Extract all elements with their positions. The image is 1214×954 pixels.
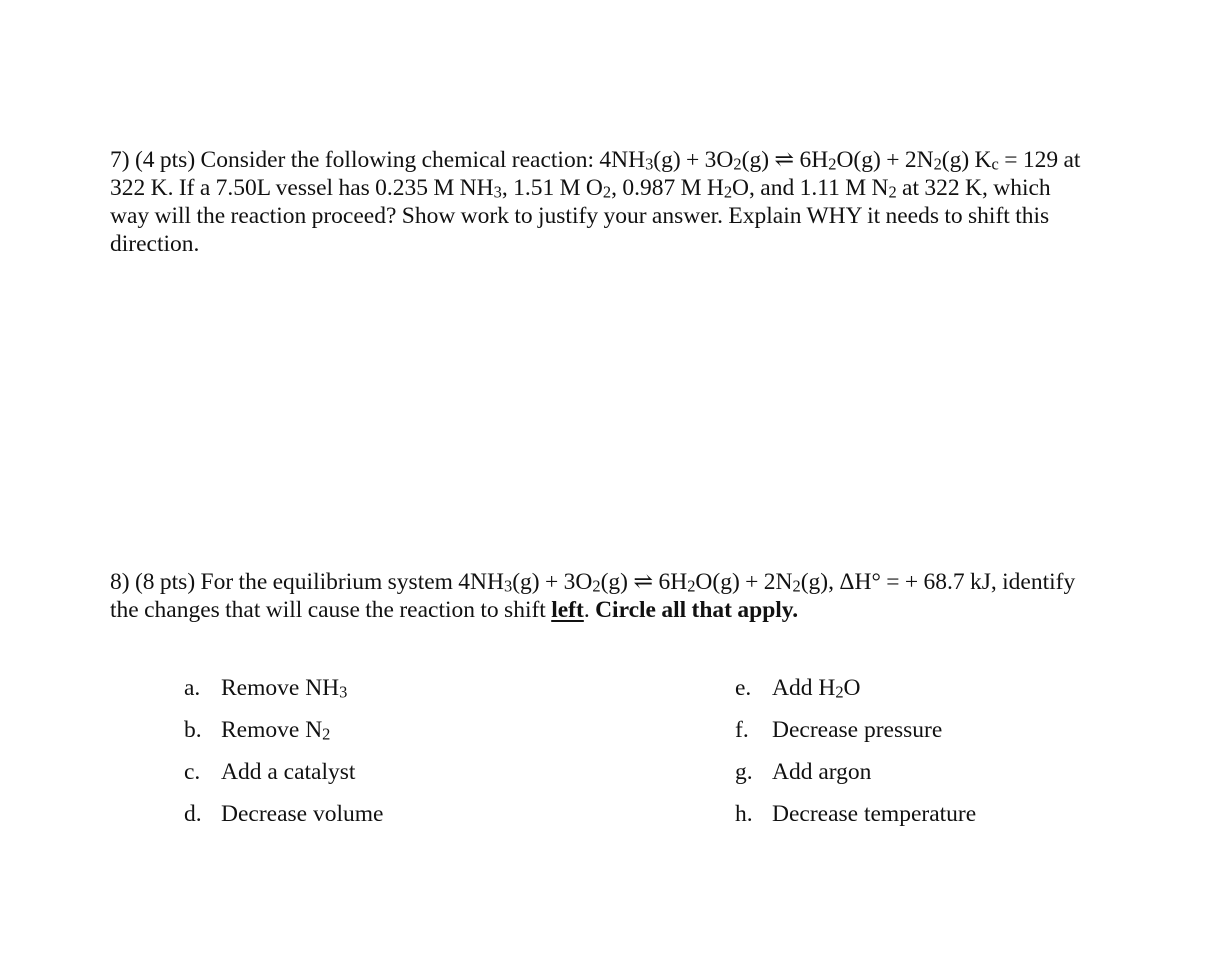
option-d[interactable]: d. Decrease volume (184, 801, 384, 827)
question-8-line-2: the changes that will cause the reaction to shift left. Circle all that apply. (110, 597, 799, 623)
option-f[interactable]: f. Decrease pressure (735, 717, 943, 743)
question-8 (110, 568, 1160, 624)
option-g[interactable]: g. Add argon (735, 759, 872, 785)
option-b[interactable]: b. Remove $N_2$ (184, 717, 331, 744)
option-a[interactable]: a. Remove $NH_3$ (184, 675, 348, 702)
question-7-line-3: way will the reaction proceed? Show work to justify your answer. Explain WHY it needs to shift this (110, 203, 1050, 229)
instruction-circle-all: Circle all that apply. (595, 597, 799, 623)
option-e[interactable]: e. Add $H_2O$ (735, 675, 861, 702)
emphasis-left: left (551, 597, 584, 623)
question-7-line-1: 7) (4 pts) Consider the following chemical reaction: $4NH_3(g) + 3O_2(g)$ ⇌ $6H_2O(g) + 2N_2(g) K_c = 129$ at (110, 147, 1081, 174)
question-7-line-2: 322 K. If a 7.50L vessel has 0.235 M $NH_3$, 1.51 M $O_2$, 0.987 M $H_2O$, and 1.11 M $N_2$ at 322 K, which (110, 175, 1051, 202)
option-c[interactable]: c. Add a catalyst (184, 759, 356, 785)
question-7-line-4: direction. (110, 231, 200, 257)
equilibrium-arrow: ⇌ (774, 147, 795, 173)
question-7 (110, 146, 1160, 258)
question-8-line-1: 8) (8 pts) For the equilibrium system $4NH_3(g) + 3O_2(g)$ ⇌ $6H_2O(g) + 2N_2(g)$, ΔH° = + 68.7 kJ, identify (110, 569, 1076, 596)
option-h[interactable]: h. Decrease temperature (735, 801, 977, 827)
equilibrium-arrow: ⇌ (633, 569, 654, 595)
